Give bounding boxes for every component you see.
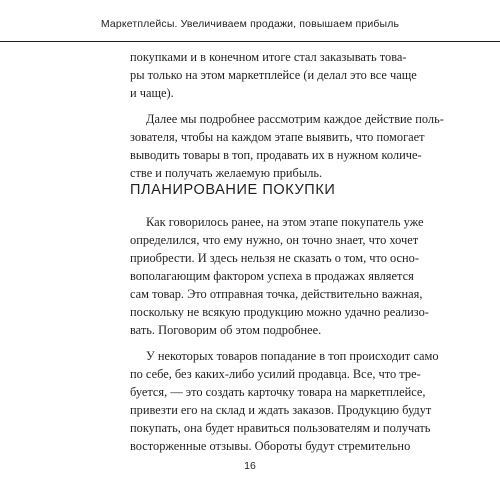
text-line: Как говорилось ранее, на этом этапе покупатель уже — [146, 215, 424, 229]
page-number: 16 — [244, 460, 256, 472]
text-line: Далее мы подробнее рассмотрим каждое действие поль- — [146, 112, 444, 126]
text-line: поскольку не всякую продукцию можно удачно реализо- — [130, 305, 429, 319]
text-line: ры только на этом маркетплейсе (и делал это все чаще — [130, 68, 417, 82]
text-line: вополагающим фактором успеха в продажах является — [130, 269, 414, 283]
text-line: буется, — это создать карточку товара на маркетплейсе, — [130, 385, 426, 399]
text-line: и чаще). — [130, 86, 174, 100]
section-heading: ПЛАНИРОВАНИЕ ПОКУПКИ — [130, 182, 336, 198]
text-line: восторженные отзывы. Обороты будут стремительно — [130, 439, 411, 453]
running-header: Маркетплейсы. Увеличиваем продажи, повышаем прибыль — [100, 18, 400, 30]
text-line: приобрести. И здесь нельзя не сказать о том, что осно- — [130, 251, 420, 265]
text-line: зователя, чтобы на каждом этапе выявить, что помогает — [130, 130, 425, 144]
text-line: У некоторых товаров попадание в топ происходит само — [146, 349, 439, 363]
text-line: по себе, без каких-либо усилий продавца. Все, что тре- — [130, 367, 421, 381]
text-line: сам товар. Это отправная точка, действительно важная, — [130, 287, 423, 301]
text-line: вать. Поговорим об этом подробнее. — [130, 323, 322, 337]
text-line: покупками и в конечном итоге стал заказывать това- — [130, 50, 407, 64]
text-line: покупать, она будет нравиться пользователям и получать — [130, 421, 431, 435]
text-line: стве и получать желаемую прибыль. — [130, 166, 323, 180]
text-line: выводить товары в топ, продавать их в нужном количе- — [130, 148, 422, 162]
header-rule — [0, 41, 500, 42]
text-line: определился, что ему нужно, он точно знает, что хочет — [130, 233, 419, 247]
text-line: привезти его на склад и ждать заказов. Продукцию будут — [130, 403, 432, 417]
